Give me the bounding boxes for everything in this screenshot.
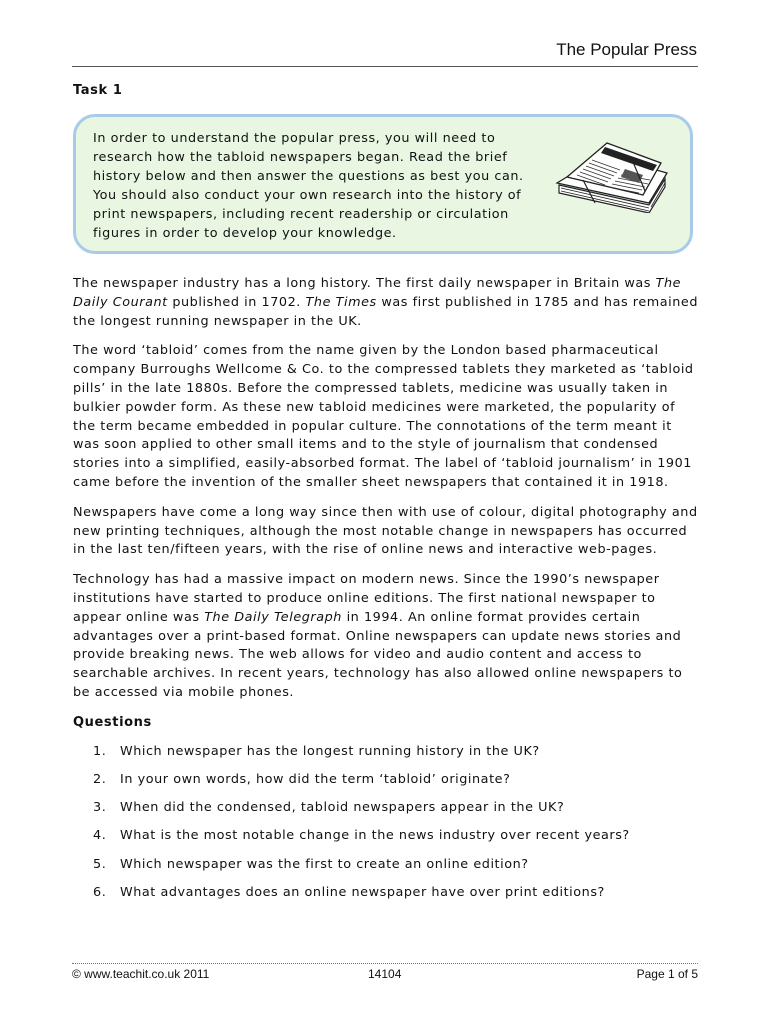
question-item: 1. Which newspaper has the longest running history in the UK? [93,743,540,759]
title-daily-courant: The Daily Courant [73,276,682,310]
question-item: 6. What advantages does an online newspaper have over print editions? [93,885,605,901]
paragraph-tabloid-origin: The word ‘tabloid’ comes from the name given by the London based pharmaceutical company Burroughs Wellcome & Co. to the compressed tablets they marketed as ‘tabloid pills’ in the late 1880s. Before the compressed tablets, medicine was usually taken in bulkier powder form. As these new tabloid medicines were marketed, the popularity of the term became embedded in popular culture. The connotations of the term meant it was soon applied to other small items and to the style of journalism that condensed stories into a simplified, easily-absorbed format. The label of ‘tabloid journalism’ in 1901 came before the invention of the smaller sheet newspapers that contained it in 1918. [73,343,694,490]
task-instructions-box [73,114,693,254]
page-number: Page 1 of 5 [636,967,698,981]
header-divider [72,66,698,67]
title-daily-telegraph: The Daily Telegraph [204,609,342,625]
question-item: 4. What is the most notable change in the news industry over recent years? [93,828,630,844]
task-heading: Task 1 [73,83,123,98]
resource-code: 14104 [368,967,402,981]
question-item: 5. Which newspaper was the first to create an online edition? [93,856,529,872]
article-body [73,275,701,912]
question-item: 3. When did the condensed, tabloid newspapers appear in the UK? [93,800,565,816]
page-title: The Popular Press [556,40,697,59]
questions-list [73,743,701,913]
copyright-text: © www.teachit.co.uk 2011 [72,967,210,981]
footer-divider [72,963,698,964]
title-the-times: The Times [305,294,377,310]
question-item: 2. In your own words, how did the term ‘tabloid’ originate? [93,771,511,787]
questions-heading: Questions [73,714,152,730]
newspaper-stack-icon [553,133,673,213]
task-instructions-text: In order to understand the popular press, you will need to research how the tabloid newspapers began. Read the brief history below and then answer the questions as best you can. You should also conduct your own research into the history of print newspapers, including recent readership or circulation figures in order to develop your knowledge. [93,131,524,241]
paragraph-technology: Technology has had a massive impact on modern news. Since the 1990’s newspaper institutions have started to produce online editions. The first national newspaper to appear online was The Daily Telegraph in 1994. An online format provides certain advantages over a print-based format. Online newspapers can update news stories and provide breaking news. The web allows for video and audio content and access to searchable archives. In recent years, technology has also allowed online newspapers to be accessed via mobile phones. [73,572,683,700]
paragraph-history: The newspaper industry has a long history. The first daily newspaper in Britain was The Daily Courant published in 1702. The Times was first published in 1785 and has remained the longest running newspaper in the UK. [73,276,699,329]
paragraph-modern-changes: Newspapers have come a long way since then with use of colour, digital photography and new printing techniques, although the most notable change in newspapers has occurred in the last ten/fifteen years, with the rise of online news and interactive web-pages. [73,504,698,558]
